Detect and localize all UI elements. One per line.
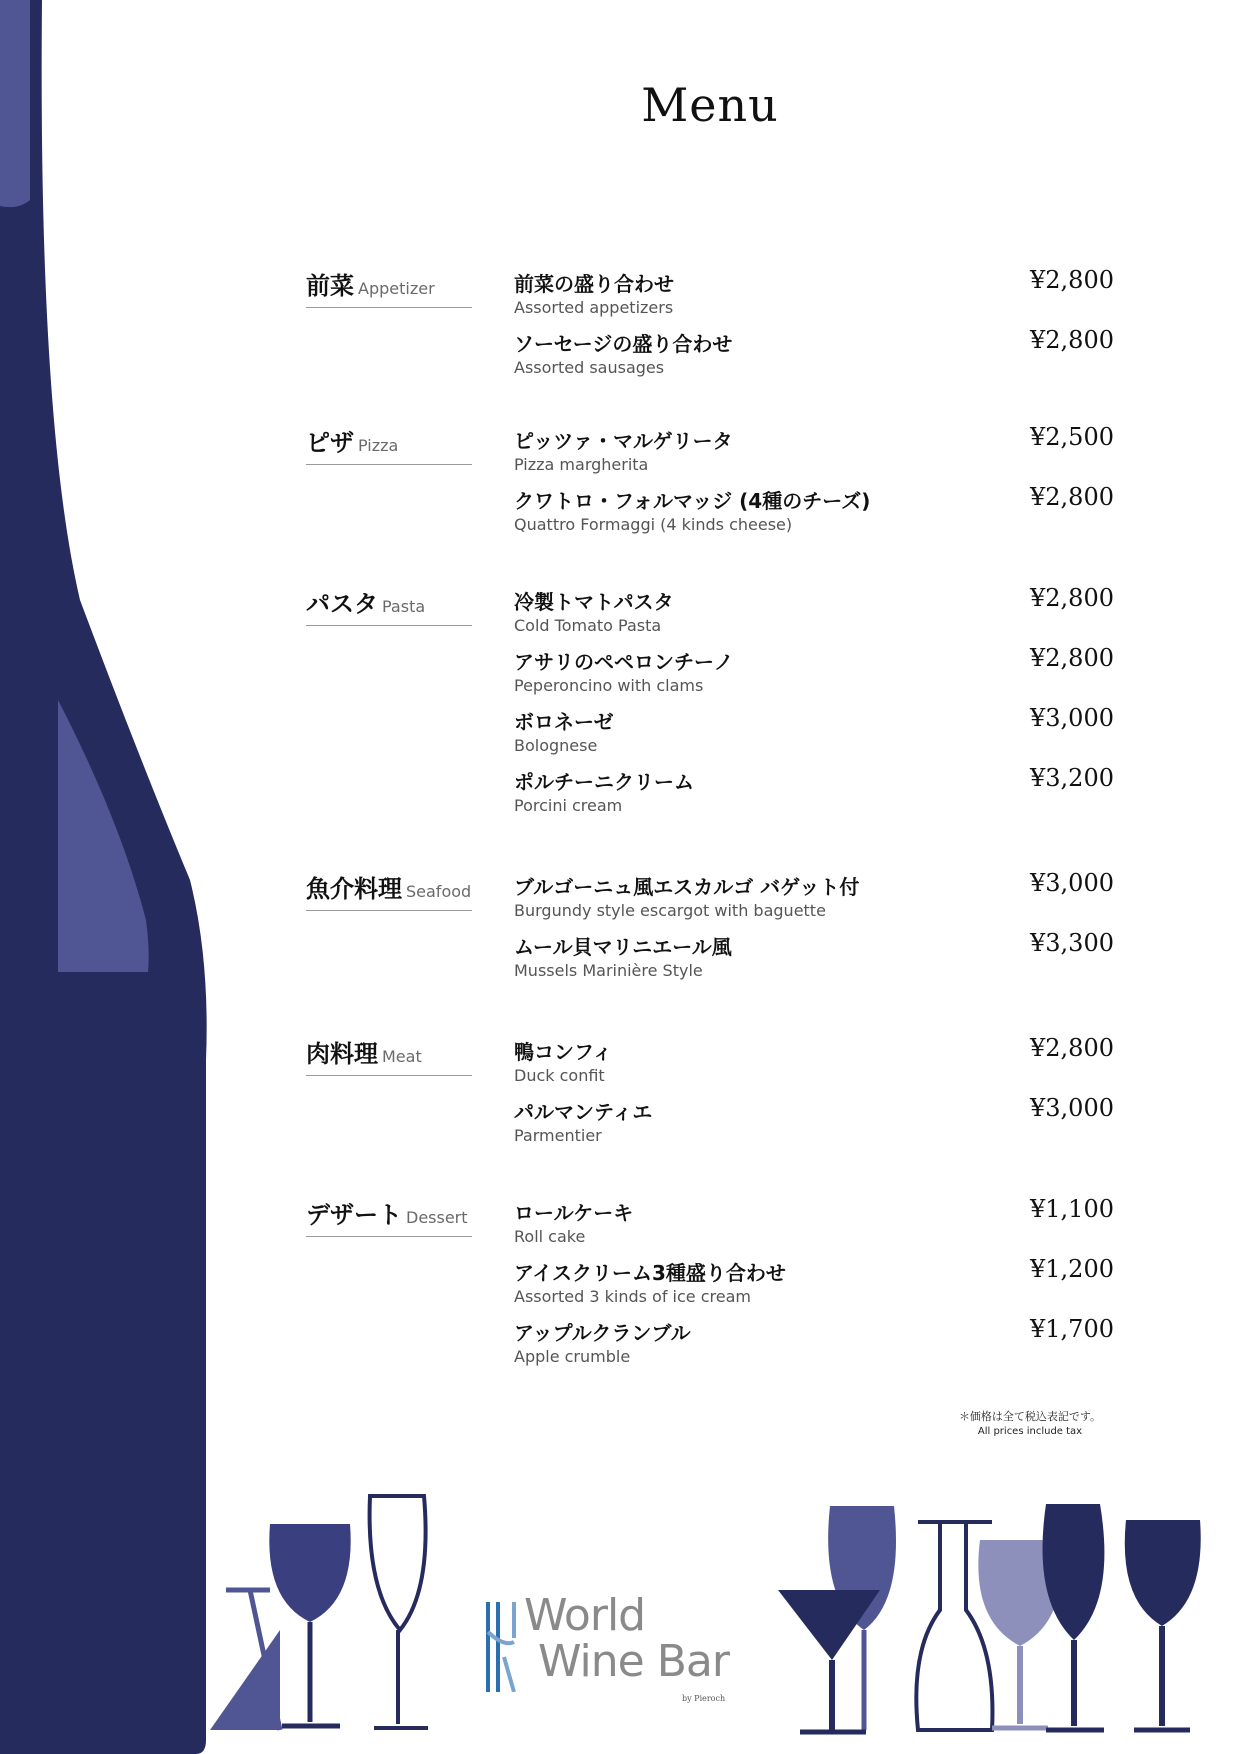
tax-note	[950, 1408, 1110, 1437]
item-price: ¥3,000	[1030, 704, 1114, 732]
menu-item	[514, 268, 1114, 328]
item-name-ja: アップルクランブル	[514, 1321, 691, 1345]
item-name-ja: 前菜の盛り合わせ	[514, 272, 674, 296]
world-wine-bar-logo	[484, 1590, 734, 1706]
menu-item	[514, 1096, 1114, 1156]
menu-item	[514, 1197, 1114, 1257]
menu-items	[514, 871, 1114, 991]
category-ja: 魚介料理	[306, 875, 402, 903]
category-en: Pasta	[382, 597, 426, 616]
menu-item	[514, 586, 1114, 646]
logo-line1: World	[524, 1590, 646, 1641]
item-name-en: Duck confit	[514, 1066, 605, 1085]
item-name-ja: ロールケーキ	[514, 1201, 634, 1225]
category-ja: 肉料理	[306, 1040, 378, 1068]
category-en: Dessert	[406, 1208, 468, 1227]
item-name-en: Roll cake	[514, 1227, 586, 1246]
menu-item	[514, 1257, 1114, 1317]
item-price: ¥1,700	[1030, 1315, 1114, 1343]
item-price: ¥1,200	[1030, 1255, 1114, 1283]
item-name-ja: パルマンティエ	[514, 1100, 653, 1124]
item-name-ja: アサリのペペロンチーノ	[514, 650, 734, 674]
logo-mark-icon	[484, 1602, 520, 1692]
item-price: ¥2,800	[1030, 584, 1114, 612]
category-en: Meat	[382, 1047, 422, 1066]
menu-items	[514, 425, 1114, 545]
item-name-en: Mussels Marinière Style	[514, 961, 703, 980]
item-name-en: Quattro Formaggi (4 kinds cheese)	[514, 515, 793, 534]
tax-note-ja: ＊価格は全て税込表記です。	[958, 1410, 1102, 1423]
category-header	[306, 266, 472, 308]
item-name-en: Burgundy style escargot with baguette	[514, 901, 826, 920]
item-price: ¥3,000	[1030, 1094, 1114, 1122]
menu-item	[514, 706, 1114, 766]
category-ja: パスタ	[306, 590, 378, 618]
item-price: ¥2,500	[1030, 423, 1114, 451]
category-en: Appetizer	[358, 279, 435, 298]
category-header	[306, 1034, 472, 1076]
item-name-ja: クワトロ・フォルマッジ (4種のチーズ)	[514, 489, 871, 513]
item-name-en: Peperoncino with clams	[514, 676, 704, 695]
menu-item	[514, 646, 1114, 706]
menu-item	[514, 871, 1114, 931]
menu-item	[514, 425, 1114, 485]
menu-item	[514, 1317, 1114, 1377]
category-ja: 前菜	[306, 272, 354, 300]
item-name-ja: ムール貝マリニエール風	[514, 935, 732, 959]
category-ja: ピザ	[306, 429, 354, 457]
item-price: ¥3,000	[1030, 869, 1114, 897]
item-price: ¥2,800	[1030, 644, 1114, 672]
item-name-ja: ソーセージの盛り合わせ	[514, 332, 733, 356]
category-en: Seafood	[406, 882, 472, 901]
item-name-ja: ピッツァ・マルゲリータ	[514, 429, 733, 453]
category-header	[306, 423, 472, 465]
wine-glasses-right-illustration	[770, 1490, 1210, 1740]
item-price: ¥3,300	[1030, 929, 1114, 957]
logo-line2: Wine Bar	[538, 1636, 729, 1687]
menu-item	[514, 766, 1114, 826]
category-header	[306, 869, 472, 911]
item-name-ja: ポルチーニクリーム	[514, 770, 694, 794]
item-name-en: Bolognese	[514, 736, 598, 755]
menu-items	[514, 586, 1114, 826]
tax-note-en: All prices include tax	[977, 1426, 1083, 1437]
item-price: ¥2,800	[1030, 483, 1114, 511]
menu-items	[514, 268, 1114, 388]
item-name-en: Parmentier	[514, 1126, 602, 1145]
item-price: ¥2,800	[1030, 266, 1114, 294]
item-name-ja: アイスクリーム3種盛り合わせ	[514, 1261, 786, 1285]
menu-item	[514, 485, 1114, 545]
item-name-en: Assorted sausages	[514, 358, 665, 377]
item-name-en: Assorted 3 kinds of ice cream	[514, 1287, 751, 1306]
menu-items	[514, 1197, 1114, 1377]
category-header	[306, 1195, 472, 1237]
item-name-en: Porcini cream	[514, 796, 623, 815]
menu-item	[514, 931, 1114, 991]
menu-items	[514, 1036, 1114, 1156]
item-name-ja: 冷製トマトパスタ	[514, 590, 674, 614]
item-name-ja: ブルゴーニュ風エスカルゴ バゲット付	[514, 875, 860, 899]
item-price: ¥3,200	[1030, 764, 1114, 792]
logo-byline: by Pieroch	[682, 1694, 726, 1703]
item-name-en: Apple crumble	[514, 1347, 631, 1366]
item-name-en: Cold Tomato Pasta	[514, 616, 662, 635]
menu-item	[514, 1036, 1114, 1096]
category-header	[306, 584, 472, 626]
item-name-ja: ボロネーゼ	[514, 710, 614, 734]
page-title: Menu	[641, 78, 779, 132]
category-en: Pizza	[358, 436, 399, 455]
category-ja: デザート	[306, 1201, 402, 1229]
menu-item	[514, 328, 1114, 388]
wine-bottle-illustration	[0, 0, 220, 1754]
item-price: ¥1,100	[1030, 1195, 1114, 1223]
item-price: ¥2,800	[1030, 326, 1114, 354]
item-name-en: Assorted appetizers	[514, 298, 674, 317]
item-name-en: Pizza margherita	[514, 455, 649, 474]
wine-glasses-left-illustration	[210, 1490, 450, 1740]
item-name-ja: 鴨コンフィ	[514, 1040, 613, 1064]
item-price: ¥2,800	[1030, 1034, 1114, 1062]
